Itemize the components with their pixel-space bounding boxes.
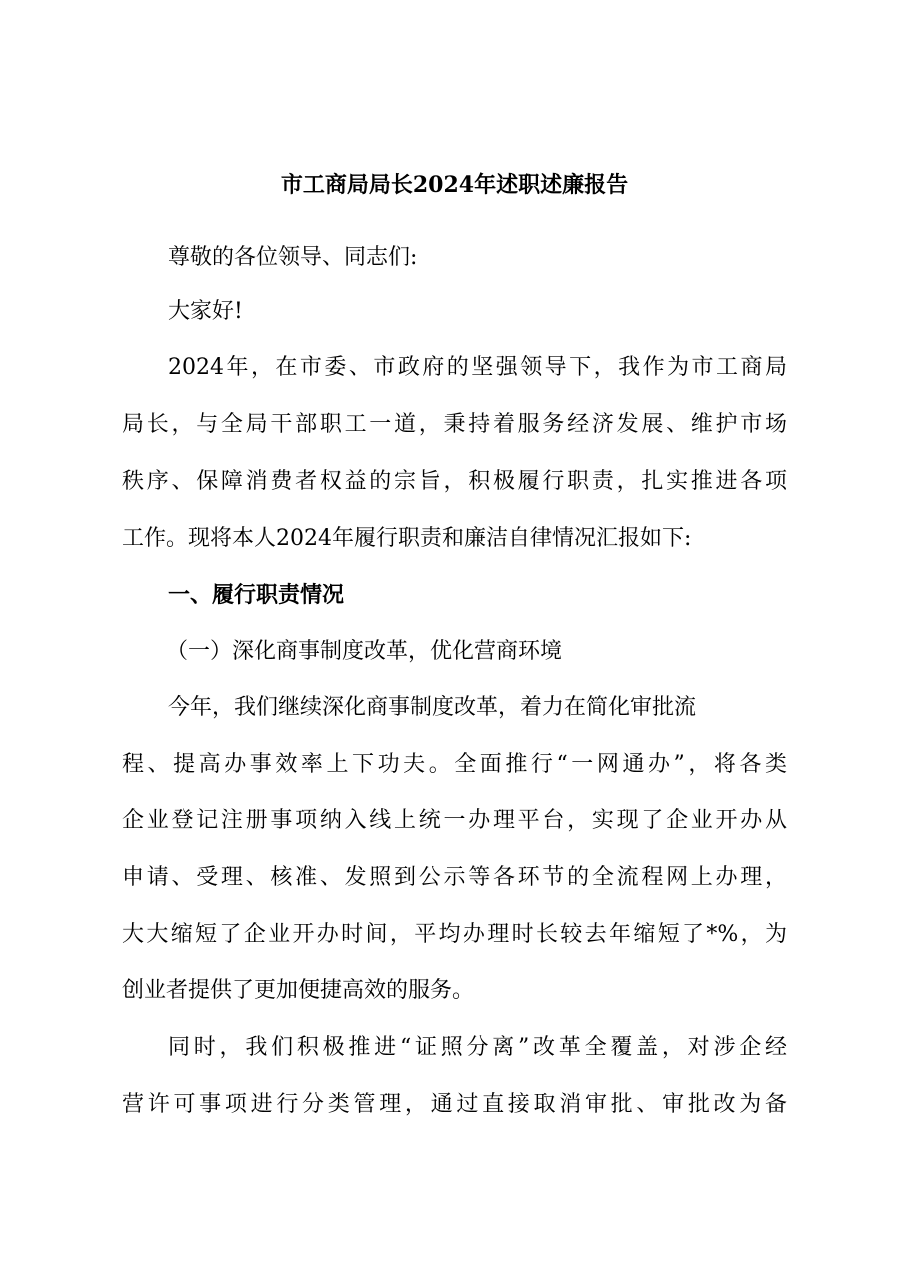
paragraph-line: 创业者提供了更加便捷高效的服务。 bbox=[122, 978, 475, 1003]
salutation: 尊敬的各位领导、同志们: bbox=[168, 245, 418, 270]
greeting: 大家好! bbox=[168, 299, 243, 324]
paragraph-line: 程、提高办事效率上下功夫。全面推行“一网通办”，将各类 bbox=[122, 752, 787, 777]
document-title: 市工商局局长2024年述职述廉报告 bbox=[280, 172, 629, 198]
intro-line: 秩序、保障消费者权益的宗旨，积极履行职责，扎实推进各项 bbox=[122, 469, 787, 494]
paragraph-line: 申请、受理、核准、发照到公示等各环节的全流程网上办理， bbox=[122, 865, 787, 890]
section-heading: 一、履行职责情况 bbox=[168, 583, 345, 608]
paragraph-line: 今年，我们继续深化商事制度改革，着力在简化审批流 bbox=[168, 695, 697, 720]
intro-line: 2024年，在市委、市政府的坚强领导下，我作为市工商局 bbox=[168, 355, 787, 380]
intro-line: 工作。现将本人2024年履行职责和廉洁自律情况汇报如下: bbox=[122, 526, 692, 551]
paragraph-line: 营许可事项进行分类管理，通过直接取消审批、审批改为备 bbox=[122, 1092, 787, 1117]
paragraph-line: 企业登记注册事项纳入线上统一办理平台，实现了企业开办从 bbox=[122, 808, 787, 833]
paragraph-line: 大大缩短了企业开办时间，平均办理时长较去年缩短了*%，为 bbox=[122, 922, 787, 947]
subsection-heading: （一）深化商事制度改革，优化营商环境 bbox=[166, 639, 563, 664]
intro-line: 局长，与全局干部职工一道，秉持着服务经济发展、维护市场 bbox=[122, 412, 787, 437]
paragraph-line: 同时，我们积极推进“证照分离”改革全覆盖，对涉企经 bbox=[168, 1035, 787, 1060]
